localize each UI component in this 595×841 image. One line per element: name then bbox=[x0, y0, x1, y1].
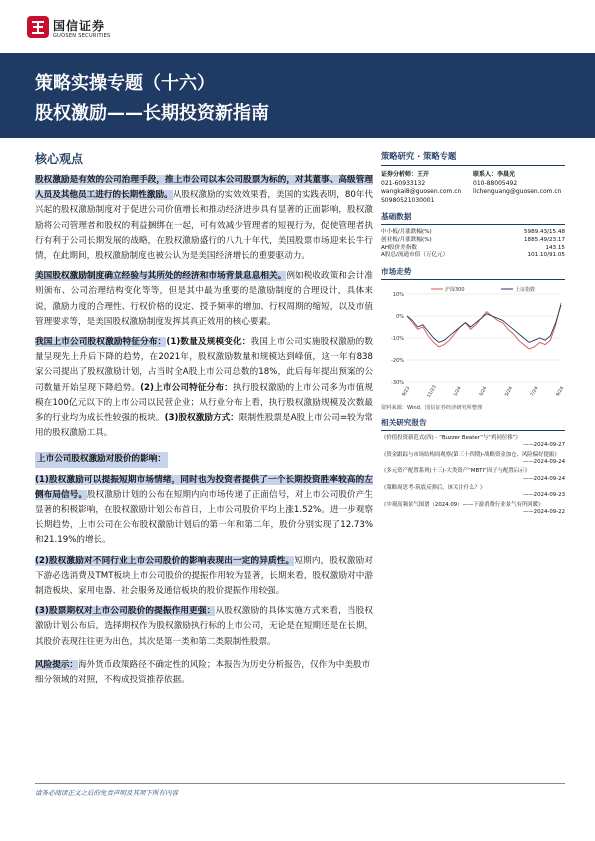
basic-data-table bbox=[381, 229, 565, 260]
legend-label: 沪深300 bbox=[445, 287, 465, 294]
basic-data-row bbox=[381, 237, 565, 245]
related-report-date: ——2024-09-24 bbox=[522, 459, 565, 466]
risk-text: 海外货币政策路径不确定性的风险；本报告为历史分析报告，仅作为中美股市细分领域的对照，不构成投资推荐依据。 bbox=[35, 659, 371, 686]
legend-label: 上证指数 bbox=[515, 287, 536, 294]
paragraph-6-text: 从股权激励的具体实施方式来看，当股权激励计划公布后，选择期权作为股权激励执行标的上市公司，无论是在短期还是在长期，其股价表现往往更为出色，其次是第一类和第二类限制性股票。 bbox=[35, 606, 373, 647]
paragraph-6 bbox=[35, 604, 373, 650]
related-report-date: ——2024-09-27 bbox=[522, 442, 565, 449]
brand-name-en: GUOSEN SECURITIES bbox=[53, 33, 111, 39]
x-tick-label: 9/24 bbox=[555, 386, 565, 398]
paragraph-4 bbox=[35, 473, 373, 549]
paragraph-3-bold-1: (1)数量及规模变化： bbox=[166, 337, 251, 348]
row-value: 101.10/91.05 bbox=[527, 252, 565, 259]
x-tick-label: 5/24 bbox=[504, 386, 514, 398]
y-tick-label: -30% bbox=[391, 380, 404, 387]
section-title: 策略研究 · 策略专题 bbox=[381, 150, 565, 166]
paragraph-3-text-1: 我国上市公司实施股权激励的数量呈现先上升后下降的趋势，在2021年，股权激励数量和规模达到峰值，这一年有838家公司提出了股权激励计划，占当时全A股上市公司总数的18%，此后每年提出预案的公司数量开始呈现下降趋势。 bbox=[35, 337, 373, 393]
related-report[interactable] bbox=[381, 485, 565, 500]
basic-data-row bbox=[381, 252, 565, 260]
title-banner bbox=[0, 53, 595, 138]
analyst-2-phone: 010-88005492 bbox=[473, 179, 518, 187]
related-report-date: ——2024-09-22 bbox=[522, 508, 565, 515]
paragraph-6-highlight: (3)股票期权对上市公司股价的提振作用更强： bbox=[35, 606, 216, 617]
risk-warning bbox=[35, 658, 373, 688]
related-research-heading: 相关研究报告 bbox=[381, 417, 565, 431]
report-series-title: 策略实操专题（十六） bbox=[35, 73, 215, 94]
paragraph-5-highlight: (2)股权激励对不同行业上市公司股价的影响表现出一定的异质性。 bbox=[35, 555, 295, 566]
disclaimer-footer: 请务必阅读正文之后的免责声明及其项下所有内容 bbox=[35, 789, 178, 797]
row-value: 1885.49/23.17 bbox=[523, 236, 565, 243]
x-tick-label: 3/24 bbox=[478, 386, 489, 398]
analyst-info bbox=[381, 171, 565, 205]
related-report[interactable] bbox=[381, 452, 565, 467]
row-key: A股总/流通市值（万亿元） bbox=[381, 252, 449, 259]
analyst-2 bbox=[473, 171, 565, 205]
series-line-0 bbox=[407, 303, 561, 349]
row-value: 143.15 bbox=[545, 244, 565, 251]
row-key: 创业板/月涨跌幅(%) bbox=[381, 236, 432, 243]
core-views bbox=[35, 150, 373, 688]
core-heading: 核心观点 bbox=[35, 152, 84, 166]
analyst-2-email[interactable]: lichenguang@guosen.com.cn bbox=[473, 188, 562, 195]
y-tick-label: 10% bbox=[392, 292, 404, 299]
report-title: 股权激励——长期投资新指南 bbox=[35, 103, 269, 124]
market-trend-heading: 市场走势 bbox=[381, 266, 565, 280]
analyst-1-phone: 021-60933132 bbox=[381, 179, 426, 187]
paragraph-3-highlight: 我国上市公司股权激励特征分布： bbox=[35, 337, 167, 348]
row-key: 中小板/月涨跌幅(%) bbox=[381, 229, 432, 235]
analyst-1-name: 证券分析师：王开 bbox=[381, 171, 430, 178]
related-report-date: ——2024-09-24 bbox=[522, 475, 565, 482]
chart-source: 资料来源：Wind、国信证券经济研究所整理 bbox=[381, 405, 483, 412]
impact-subheading: 上市公司股权激励对股价的影响： bbox=[35, 452, 168, 467]
sidebar bbox=[381, 150, 565, 518]
paragraph-1-highlight: 股权激励是有效的公司治理手段，推上市公司以本公司股票为标的，对其董事、高级管理人员及其他员工进行的长期性激励。 bbox=[35, 175, 373, 201]
paragraph-2-text: 例如税收政策和会计准则颁布、公司治理结构变化等等，但是其中最为重要的是激励制度的合理设计，具体来说，激励力度的合理性、行权价格的设定、授予频率的增加、行权周期的缩短，以及市值管理要求等，是美国股权激励制度发挥其真正效用的核心要素。 bbox=[35, 271, 373, 327]
related-report-title[interactable]: 《中观高频景气图谱（2024.09）——下游消费行业景气有所回暖》 bbox=[381, 501, 544, 508]
market-trend-chart bbox=[381, 284, 565, 402]
x-tick-label: 9/23 bbox=[401, 386, 412, 398]
related-report[interactable] bbox=[381, 502, 565, 517]
analyst-2-name: 联系人：李晨光 bbox=[473, 171, 516, 178]
analyst-1-cert: S0980521030001 bbox=[381, 196, 435, 204]
related-report-date: ——2024-09-23 bbox=[522, 492, 565, 499]
analyst-1 bbox=[381, 171, 473, 205]
paragraph-4-text: 股权激励计划的公布在短期内向市场传递了正面信号，对上市公司股价产生显著的积极影响，在股权激励计划公布首日，上市公司股价平均上涨1.52%。进一步观察长期趋势，上市公司在公布股权激励计划后的第一年和第二年，股价分别实现了12.73%和21.19%的增长。 bbox=[35, 489, 373, 546]
analyst-1-email[interactable]: wangkai8@guosen.com.cn bbox=[381, 188, 462, 195]
related-report[interactable] bbox=[381, 435, 565, 450]
paragraph-2 bbox=[35, 269, 373, 330]
paragraph-4-highlight: (1)股权激励可以提振短期市场情绪，同时也为投资者提供了一个长期投资胜率较高的左侧布局信号。 bbox=[35, 474, 373, 500]
paragraph-3 bbox=[35, 335, 373, 441]
basic-data-row bbox=[381, 229, 565, 237]
basic-data-heading: 基础数据 bbox=[381, 211, 565, 225]
paragraph-3-text-2: 执行股权激励的上市公司多为市值规模在100亿元以下的上市公司以民营企业；从行业分布上看，执行股权激励规模及次数最多的行业均为成长性较强的板块。 bbox=[35, 382, 373, 424]
related-report-title[interactable]: 《价值投资新范式(四) - “Buzzer Beater”与“鸡同位移”》 bbox=[381, 435, 521, 442]
x-tick-label: 11/23 bbox=[426, 384, 438, 399]
market-trend-svg bbox=[381, 284, 565, 402]
related-report[interactable] bbox=[381, 468, 565, 483]
y-tick-label: -10% bbox=[391, 336, 404, 343]
row-value: 5989.43/15.48 bbox=[523, 229, 565, 235]
related-research-list bbox=[381, 435, 565, 516]
paragraph-5 bbox=[35, 554, 373, 600]
paragraph-2-highlight: 美国股权激励制度确立经验与其所处的经济和市场背景息息相关。 bbox=[35, 271, 287, 282]
paragraph-3-bold-3: (3)股权激励方式： bbox=[164, 413, 239, 424]
related-report-title[interactable]: 《策略周思考-筑底反弹后，该关注什么？》 bbox=[381, 484, 486, 491]
paragraph-1-text: 从股权激励的实效效果看，美国的实践表明，80年代兴起的股权激励制度对于促进公司价值增长和推动经济进步具有显著的正面影响，股权激励将公司管理者和股权的利益捆绑在一起，可有效减少管理者的短视行为，促使管理者执行有利于公司长期发展的战略，在股权激励盛行的八九十年代，美国股票市场迎来长牛行情，在此期间，股权激励制度也被公认为是美国经济增长的重要驱动力。 bbox=[35, 190, 373, 262]
row-key: AH股价差指数 bbox=[381, 244, 418, 251]
related-report-title[interactable]: 《资金跟踪与市场结构周观察(第三十四期)-战略资金加仓、风险偏好提振》 bbox=[381, 451, 560, 458]
x-tick-label: 7/24 bbox=[530, 386, 540, 398]
guosen-logo-icon bbox=[27, 16, 49, 38]
paragraph-5-text: 短期内，股权激励对下游必选消费及TMT板块上市公司股价的提振作用较为显著，长期来看，股权激励对中游制造板块、家用电器、社会服务及通信板块的股价提振作用较强。 bbox=[35, 555, 373, 597]
x-tick-label: 1/24 bbox=[453, 386, 463, 398]
y-tick-label: -20% bbox=[391, 358, 404, 365]
paragraph-3-text-3: 限制性股票是A股上市公司=较为常用的股权激励工具。 bbox=[35, 413, 373, 439]
risk-label: 风险提示： bbox=[35, 659, 78, 670]
footer-divider bbox=[35, 783, 565, 784]
paragraph-1 bbox=[35, 173, 373, 264]
series-line-1 bbox=[407, 305, 561, 342]
brand-name: 国信证券 bbox=[53, 19, 106, 33]
y-tick-label: 0% bbox=[396, 314, 404, 321]
brand-logo bbox=[27, 14, 147, 42]
related-report-title[interactable]: 《多元资产配置系列(十三)-大类资产“MBTI”因子与配置启示》 bbox=[381, 468, 530, 475]
paragraph-3-bold-2: (2)上市公司特征分布： bbox=[140, 382, 233, 393]
